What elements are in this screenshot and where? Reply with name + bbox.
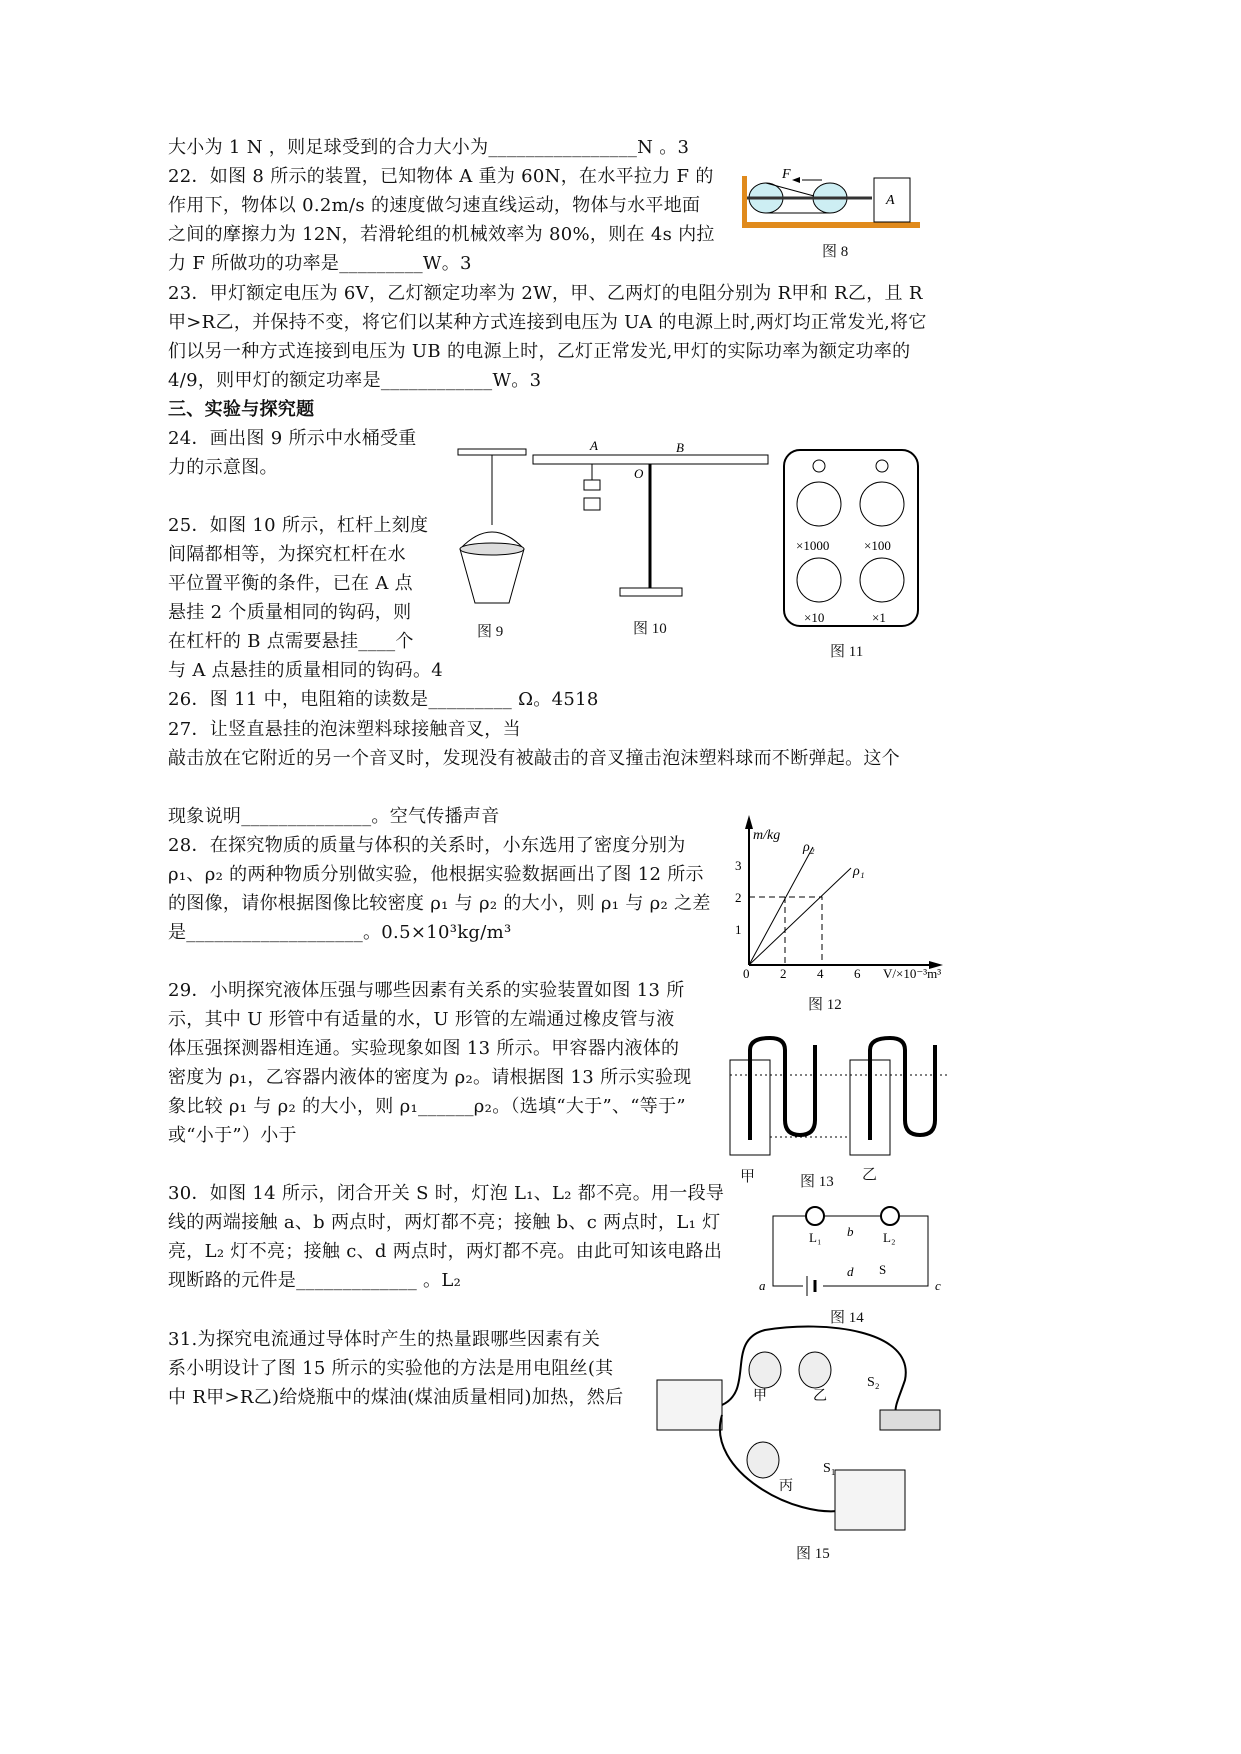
figure-10-caption: 图 10: [633, 621, 667, 637]
right-container-label: 乙: [862, 1167, 878, 1183]
dial-label: ×1000: [796, 538, 830, 553]
x-tick: 6: [854, 966, 861, 981]
x-tick: 0: [743, 966, 750, 981]
text-line: ρ₁、ρ₂ 的两种物质分别做实验，他根据实验数据画出了图 12 所示: [168, 864, 704, 885]
text-line: 现断路的元件是_____________ 。L₂: [168, 1270, 462, 1291]
text-line: 系小明设计了图 15 所示的实验他的方法是用电阻丝(其: [168, 1358, 614, 1379]
text-line: 之间的摩擦力为 12N，若滑轮组的机械效率为 80%，则在 4s 内拉: [168, 224, 715, 245]
series-label: ρ₁: [853, 864, 865, 879]
series-label: ρ₂: [803, 840, 815, 855]
dial-label: ×1: [872, 610, 886, 625]
text-line: 26．图 11 中，电阻箱的读数是_________ Ω。4518: [168, 689, 599, 710]
lamp-l2-label: L₂: [883, 1230, 896, 1245]
text-line: 的图像，请你根据图像比较密度 ρ₁ 与 ρ₂ 的大小，则 ρ₁ 与 ρ₂ 之差: [168, 893, 711, 914]
text-line: 4/9，则甲灯的额定功率是____________W。3: [168, 370, 542, 391]
x-tick: 2: [780, 966, 787, 981]
figure-8-pulley: [742, 168, 922, 230]
figure-11-resistance-box: [782, 448, 922, 630]
text-line: 敲击放在它附近的另一个音叉时，发现没有被敲击的音叉撞击泡沫塑料球而不断弹起。这个: [168, 748, 900, 769]
text-line: 与 A 点悬挂的质量相同的钩码。4: [168, 660, 443, 681]
left-container-label: 甲: [740, 1169, 756, 1185]
flask-yi-label: 乙: [813, 1389, 827, 1404]
section-heading: 三、实验与探究题: [168, 399, 315, 420]
point-b-label: B: [676, 440, 684, 455]
text-line: 大小为 1 N ，则足球受到的合力大小为________________N 。3: [168, 137, 690, 158]
figure-13-caption: 图 13: [800, 1174, 834, 1190]
figure-11-caption: 图 11: [830, 644, 864, 660]
y-tick: 2: [735, 890, 742, 905]
figure-10-lever: [530, 440, 770, 605]
text-line: 现象说明______________。空气传播声音: [168, 806, 500, 827]
figure-9-bucket: [455, 445, 530, 615]
text-line: 象比较 ρ₁ 与 ρ₂ 的大小，则 ρ₁______ρ₂。（选填“大于”、“等于”: [168, 1096, 686, 1117]
figure-12-caption: 图 12: [808, 997, 842, 1013]
figure-13-u-tubes: [725, 1030, 955, 1160]
flask-bing-label: 丙: [779, 1479, 793, 1494]
text-line: 在杠杆的 B 点需要悬挂____个: [168, 631, 414, 652]
switch-s2-label: S₂: [867, 1375, 880, 1390]
text-line: 体压强探测器相连通。实验现象如图 13 所示。甲容器内液体的: [168, 1038, 680, 1059]
figure-14-circuit: [755, 1200, 950, 1295]
text-line: 线的两端接触 a、b 两点时，两灯都不亮；接触 b、c 两点时，L₁ 灯: [168, 1212, 721, 1233]
switch-label: S: [879, 1262, 887, 1277]
dial-label: ×10: [804, 610, 825, 625]
text-line: 作用下，物体以 0.2m/s 的速度做匀速直线运动，物体与水平地面: [168, 195, 701, 216]
flask-jia-label: 甲: [753, 1389, 767, 1404]
point-a-label: a: [759, 1278, 766, 1293]
text-line: 31.为探究电流通过导体时产生的热量跟哪些因素有关: [168, 1329, 601, 1350]
pivot-o-label: O: [634, 466, 644, 481]
text-line: 23．甲灯额定电压为 6V，乙灯额定功率为 2W，甲、乙两灯的电阻分别为 R甲和 R乙，且 R: [168, 283, 923, 304]
y-tick: 3: [735, 858, 742, 873]
figure-9-caption: 图 9: [477, 624, 504, 640]
text-line: 是___________________。0.5×10³kg/m³: [168, 922, 512, 943]
text-line: 甲>R乙，并保持不变，将它们以某种方式连接到电压为 UA 的电源上时,两灯均正常发光,将它: [168, 312, 927, 333]
text-line: 们以另一种方式连接到电压为 UB 的电源上时，乙灯正常发光,甲灯的实际功率为额定功率的: [168, 341, 911, 362]
text-line: 密度为 ρ₁，乙容器内液体的密度为 ρ₂。请根据图 13 所示实验现: [168, 1067, 692, 1088]
point-b-label: b: [847, 1224, 854, 1239]
object-label: A: [886, 193, 895, 208]
figure-8-caption: 图 8: [822, 244, 849, 260]
text-line: 24．画出图 9 所示中水桶受重: [168, 428, 417, 449]
figure-14-caption: 图 14: [830, 1310, 864, 1326]
text-line: 力的示意图。: [168, 457, 278, 478]
text-line: 29．小明探究液体压强与哪些因素有关系的实验装置如图 13 所: [168, 980, 685, 1001]
figure-12-graph: [735, 815, 955, 980]
text-line: 悬挂 2 个质量相同的钩码，则: [168, 602, 412, 623]
force-label: F: [782, 167, 791, 182]
dial-label: ×100: [864, 538, 891, 553]
lamp-l1-label: L₁: [809, 1230, 822, 1245]
text-line: 22．如图 8 所示的装置，已知物体 A 重为 60N，在水平拉力 F 的: [168, 166, 714, 187]
text-line: 平位置平衡的条件，已在 A 点: [168, 573, 413, 594]
switch-s1-label: S₁: [823, 1461, 836, 1476]
text-line: 示，其中 U 形管中有适量的水，U 形管的左端通过橡皮管与液: [168, 1009, 675, 1030]
y-axis-label: m/kg: [753, 828, 781, 843]
point-a-label: A: [590, 438, 598, 453]
x-tick: 4: [817, 966, 824, 981]
text-line: 25．如图 10 所示，杠杆上刻度: [168, 515, 429, 536]
point-c-label: c: [935, 1278, 941, 1293]
text-line: 亮，L₂ 灯不亮；接触 c、d 两点时，两灯都不亮。由此可知该电路出: [168, 1241, 723, 1262]
figure-15-apparatus: [655, 1320, 950, 1535]
text-line: 或“小于”）小于: [168, 1125, 297, 1146]
text-line: 中 R甲>R乙)给烧瓶中的煤油(煤油质量相同)加热，然后: [168, 1387, 624, 1408]
text-line: 27．让竖直悬挂的泡沫塑料球接触音叉，当: [168, 719, 521, 740]
point-d-label: d: [847, 1264, 854, 1279]
y-tick: 1: [735, 922, 742, 937]
text-line: 28．在探究物质的质量与体积的关系时，小东选用了密度分别为: [168, 835, 686, 856]
text-line: 间隔都相等，为探究杠杆在水: [168, 544, 406, 565]
text-line: 30．如图 14 所示，闭合开关 S 时，灯泡 L₁、L₂ 都不亮。用一段导: [168, 1183, 725, 1204]
figure-15-caption: 图 15: [796, 1546, 830, 1562]
text-line: 力 F 所做功的功率是_________W。3: [168, 253, 472, 274]
x-axis-label: V/×10⁻³m³: [883, 966, 942, 981]
